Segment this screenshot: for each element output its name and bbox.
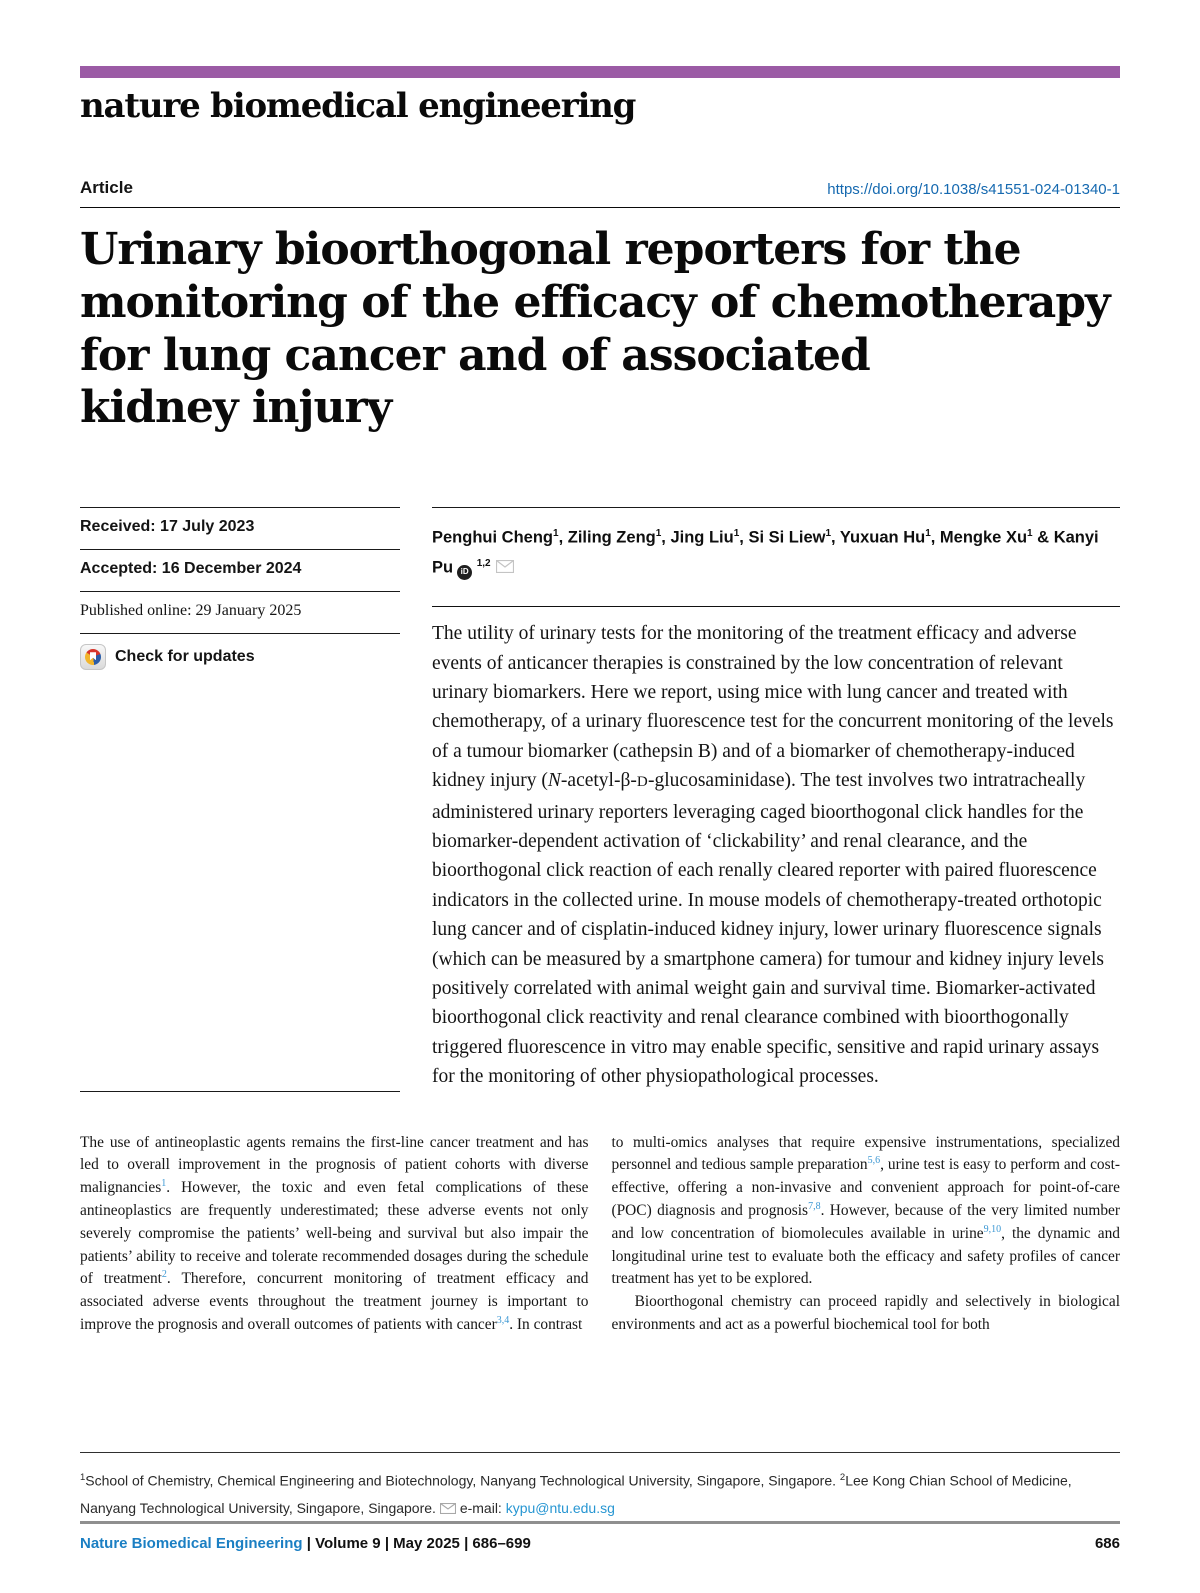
footer-page-number: 686 [1094, 1535, 1120, 1552]
citation-ref[interactable]: 9,10 [983, 1223, 1002, 1235]
citation-ref[interactable]: 2 [161, 1269, 167, 1281]
author-name-corresponding: Kanyi Pu [432, 528, 1099, 577]
accepted-date: Accepted: 16 December 2024 [80, 549, 400, 591]
author-name: Ziling Zeng [567, 528, 656, 547]
page-title [80, 224, 1120, 435]
article-type-label: Article [80, 178, 133, 197]
body-paragraph: The use of antineoplastic agents remains the first-line cancer treatment and has led to overall improvement in the prognosis of patient cohorts with diverse malignancies$^1$. However, the toxic and even fetal complications of these antineoplastics are frequently underestimated; these adverse events not only severely compromise the patients’ well-being and survival but also impair the patients’ ability to receive and tolerate recommended dosages during the schedule of treatment$^2$. Therefore, concurrent monitoring of treatment efficacy and associated adverse events throughout the treatment journey is important to improve the prognosis and overall outcomes of patients with cancer$^{3,4}$. In contrast [80, 1133, 589, 1334]
affiliations-footnote [80, 1452, 1120, 1522]
author-name: Yuxuan Hu [839, 528, 926, 547]
email-envelope-icon [440, 1503, 456, 1514]
content-column [432, 507, 1120, 1092]
author-affiliation-sup: 1 [1027, 528, 1033, 540]
affiliation-sup: 2 [839, 1472, 846, 1483]
affiliation-sup: 1 [80, 1472, 86, 1483]
email-label: e-mail: [459, 1499, 506, 1516]
doi-link[interactable]: https://doi.org/10.1038/s41551-024-01340-1 [827, 181, 1120, 198]
crossmark-icon [80, 644, 106, 670]
top-columns [80, 507, 1120, 1092]
author-affiliation-sup: 1 [655, 528, 662, 540]
brand-color-bar [80, 66, 1120, 78]
published-online-date: Published online: 29 January 2025 [80, 591, 400, 633]
orcid-icon[interactable]: iD [457, 565, 472, 580]
citation-ref[interactable]: 1 [161, 1178, 167, 1190]
author-affiliation-sup: 1 [553, 528, 559, 540]
abstract-text: -glucosaminidase). The test involves two intratracheally administered urinary reporters leveraging caged bioorthogonal click handles for the biomarker-dependent activation of ‘clickability’ and renal clearance, and the bioorthogonal click reaction of each renally cleared reporter with paired fluorescence indicators in the collected urine. In mouse models of chemotherapy-treated orthotopic lung cancer and of cisplatin-induced kidney injury, lower urinary fluorescence signals (which can be measured by a smartphone camera) for tumour and kidney injury levels positively correlated with animal weight gain and survival time. Biomarker-activated bioorthogonal click reactivity and renal clearance combined with bioorthogonally triggered fluorescence in vitro may enable specific, sensitive and rapid urinary assays for the monitoring of other physiopathological processes. [432, 770, 1104, 1088]
author-name: Jing Liu [670, 528, 734, 547]
author-affiliation-sup: 1 [825, 528, 832, 540]
footer-journal-link[interactable]: Nature Biomedical Engineering [80, 1535, 303, 1552]
journal-logo: nature biomedical engineering [80, 86, 636, 126]
author-affiliation-sup: 1 [733, 528, 740, 540]
footer-volume-info: | Volume 9 | May 2025 | 686–699 [302, 1535, 531, 1552]
citation-ref[interactable]: 3,4 [496, 1314, 510, 1326]
author-name: Penghui Cheng [432, 528, 553, 547]
abstract-smallcap-d: D [636, 774, 649, 791]
body-left-column [80, 1132, 589, 1337]
article-history-panel [80, 507, 400, 1092]
check-for-updates-label: Check for updates [115, 648, 255, 666]
title-line-4: kidney injury [80, 382, 392, 434]
citation-ref[interactable]: 7,8 [808, 1200, 821, 1212]
author-affiliation-sup: 1 [925, 528, 931, 540]
affiliation-1: School of Chemistry, Chemical Engineering and Biotechnology, Nanyang Technological University, Singapore, Singapore. [85, 1472, 840, 1489]
header-row [80, 178, 1120, 208]
title-line-2: monitoring of the efficacy of chemotherapy [80, 276, 1110, 328]
title-line-3: for lung cancer and of associated [80, 329, 870, 381]
citation-ref[interactable]: 5,6 [867, 1155, 881, 1167]
author-list: Penghui Cheng$^1$, Ziling Zeng$^1$, Jing Liu$^1$, Si Si Liew$^1$, Yuxuan Hu$^1$, Mengke Xu$^1$ & Kanyi Pu iD $^{1,2}$ [432, 521, 1120, 580]
author-name: Mengke Xu [939, 528, 1028, 547]
received-date: Received: 17 July 2023 [80, 507, 400, 549]
affiliation-2: Lee Kong Chian School of Medicine, Nanyang Technological University, Singapore, Singapore. [80, 1472, 1072, 1516]
email-envelope-icon[interactable] [496, 560, 514, 573]
page-footer [80, 1521, 1120, 1552]
author-name: Si Si Liew [748, 528, 826, 547]
title-line-1: Urinary bioorthogonal reporters for the [80, 224, 1021, 275]
abstract-italic-n: N [547, 770, 561, 792]
body-right-column [612, 1132, 1121, 1337]
abstract-text: The utility of urinary tests for the monitoring of the treatment efficacy and adverse events of anticancer therapies is constrained by the low concentration of relevant urinary biomarkers. Here we report, using mice with lung cancer and treated with chemotherapy, of a urinary fluorescence test for the concurrent monitoring of the levels of a tumour biomarker (cathepsin B) and of a biomarker of chemotherapy-induced kidney injury ( [432, 623, 1114, 792]
body-paragraph: Bioorthogonal chemistry can proceed rapidly and selectively in biological environments and act as a powerful biochemical tool for both [611, 1293, 1120, 1334]
corresponding-email-link[interactable]: kypu@ntu.edu.sg [505, 1499, 615, 1516]
body-paragraph: to multi-omics analyses that require expensive instrumentations, specialized personnel and tedious sample preparation$^{5,6}$, urine test is easy to perform and cost-effective, offering a non-invasive and convenient approach for point-of-care (POC) diagnosis and prognosis$^{7,8}$. However, because of the very limited number and low concentration of biomolecules available in urine$^{9,10}$, the dynamic and longitudinal urine test to evaluate both the efficacy and safety profiles of cancer treatment has yet to be explored. [611, 1133, 1120, 1288]
footer-left [80, 1535, 531, 1552]
check-for-updates-button[interactable] [80, 633, 400, 683]
abstract: The utility of urinary tests for the monitoring of the treatment efficacy and adverse events of anticancer therapies is constrained by the low concentration of relevant urinary biomarkers. Here we report, using mice with lung cancer and treated with chemotherapy, of a urinary fluorescence test for the concurrent monitoring of the levels of a tumour biomarker (cathepsin B) and of a biomarker of chemotherapy-induced kidney injury (N-acetyl-β-D-glucosaminidase). The test involves two intratracheally administered urinary reporters leveraging caged bioorthogonal click handles for the biomarker-dependent activation of ‘clickability’ and renal clearance, and the bioorthogonal click reaction of each renally cleared reporter with paired fluorescence indicators in the collected urine. In mouse models of chemotherapy-treated orthotopic lung cancer and of cisplatin-induced kidney injury, lower urinary fluorescence signals (which can be measured by a smartphone camera) for tumour and kidney injury levels positively correlated with animal weight gain and survival time. Biomarker-activated bioorthogonal click reactivity and renal clearance combined with bioorthogonally triggered fluorescence in vitro may enable specific, sensitive and rapid urinary assays for the monitoring of other physiopathological processes. [432, 606, 1120, 1092]
body-columns [80, 1132, 1120, 1337]
author-affiliation-sup: 1,2 [476, 557, 491, 569]
